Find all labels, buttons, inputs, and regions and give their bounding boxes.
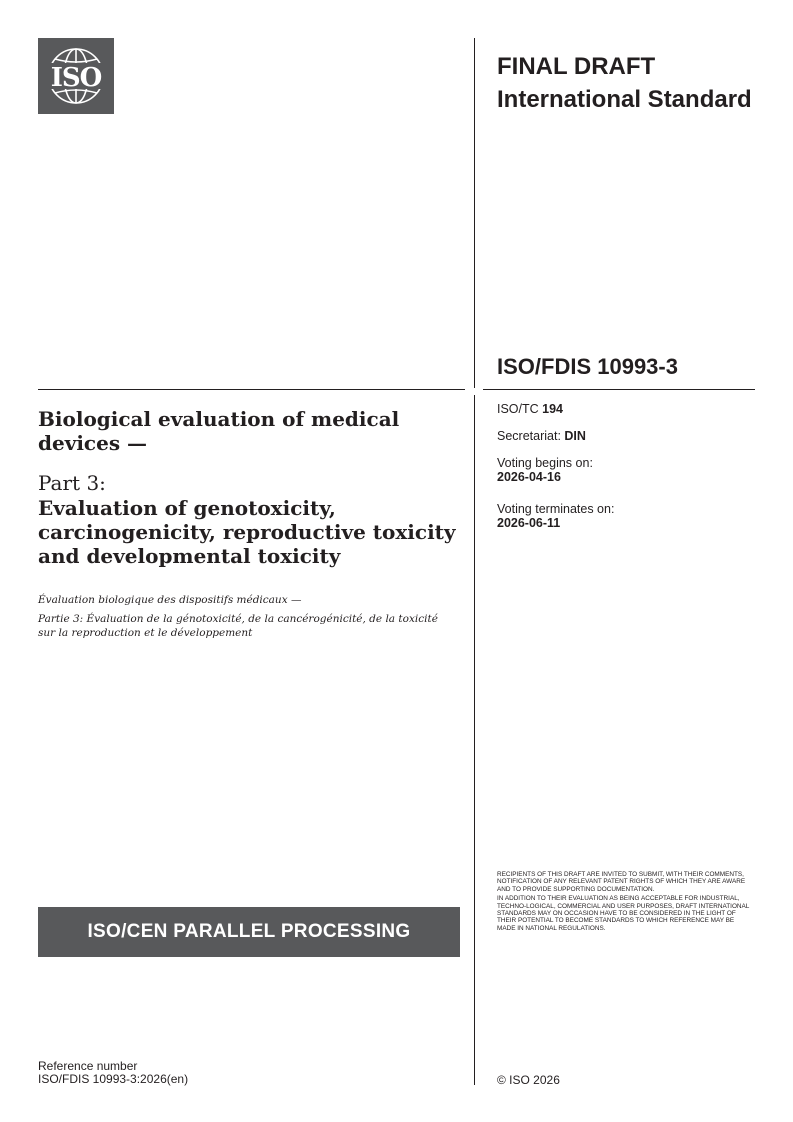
vertical-divider-bottom [474, 395, 475, 1085]
secretariat-value: DIN [564, 429, 586, 443]
document-number: ISO/FDIS 10993-3 [497, 354, 678, 379]
french-part-title: Partie 3: Évaluation de la génotoxicité, de la cancérogénicité, de la toxicité sur la reproduction et le développement [38, 613, 438, 639]
voting-terminates [497, 502, 614, 530]
iso-globe-icon [38, 38, 114, 114]
secretariat [497, 429, 586, 443]
technical-committee [497, 402, 563, 416]
secretariat-label: Secretariat: [497, 429, 565, 443]
title-subtitle: Evaluation of genotoxicity, carcinogenicity, reproductive toxicity and developmental toxicity [38, 496, 456, 568]
reference-value: ISO/FDIS 10993-3:2026(en) [38, 1072, 189, 1086]
horizontal-rule-right [483, 389, 755, 390]
voting-begins-date: 2026-04-16 [497, 470, 561, 484]
tc-label: ISO/TC [497, 402, 543, 416]
notice-paragraph-patents: RECIPIENTS OF THIS DRAFT ARE INVITED TO SUBMIT, WITH THEIR COMMENTS, NOTIFICATION OF ANY RELEVANT PATENT RIGHTS OF WHICH THEY ARE AWARE AND TO PROVIDE SUPPORTING DOCUMENTATION. [497, 871, 746, 893]
voting-terminates-date: 2026-06-11 [497, 516, 561, 530]
vertical-divider-top [474, 38, 475, 388]
notice-paragraph-evaluation: IN ADDITION TO THEIR EVALUATION AS BEING ACCEPTABLE FOR INDUSTRIAL, TECHNO-LOGICAL, COMMERCIAL AND USER PURPOSES, DRAFT INTERNATIONAL STANDARDS MAY ON OCCASION HAVE TO BE CONSIDERED IN THE LIGHT OF THEIR POTENTIAL TO BECOME STANDARDS TO WHICH REFERENCE MAY BE MADE IN NATIONAL REGULATIONS. [497, 895, 750, 932]
tc-value: 194 [542, 402, 564, 416]
title-main: Biological evaluation of medical devices — [38, 407, 400, 455]
voting-terminates-label: Voting terminates on: [497, 502, 615, 516]
reference-label: Reference number [38, 1059, 138, 1073]
draft-notice [497, 871, 752, 934]
parallel-processing-banner: ISO/CEN PARALLEL PROCESSING [38, 907, 460, 957]
reference-number [38, 1060, 188, 1086]
voting-begins [497, 456, 593, 484]
iso-logo-text: ISO [50, 63, 102, 93]
title-part: Part 3: [38, 471, 106, 495]
voting-begins-label: Voting begins on: [497, 456, 593, 470]
iso-logo [38, 38, 114, 114]
copyright: © ISO 2026 [497, 1073, 560, 1087]
horizontal-rule-left [38, 389, 465, 390]
french-title: Évaluation biologique des dispositifs médicaux — [38, 594, 302, 606]
document-type: FINAL DRAFT International Standard [497, 53, 752, 113]
